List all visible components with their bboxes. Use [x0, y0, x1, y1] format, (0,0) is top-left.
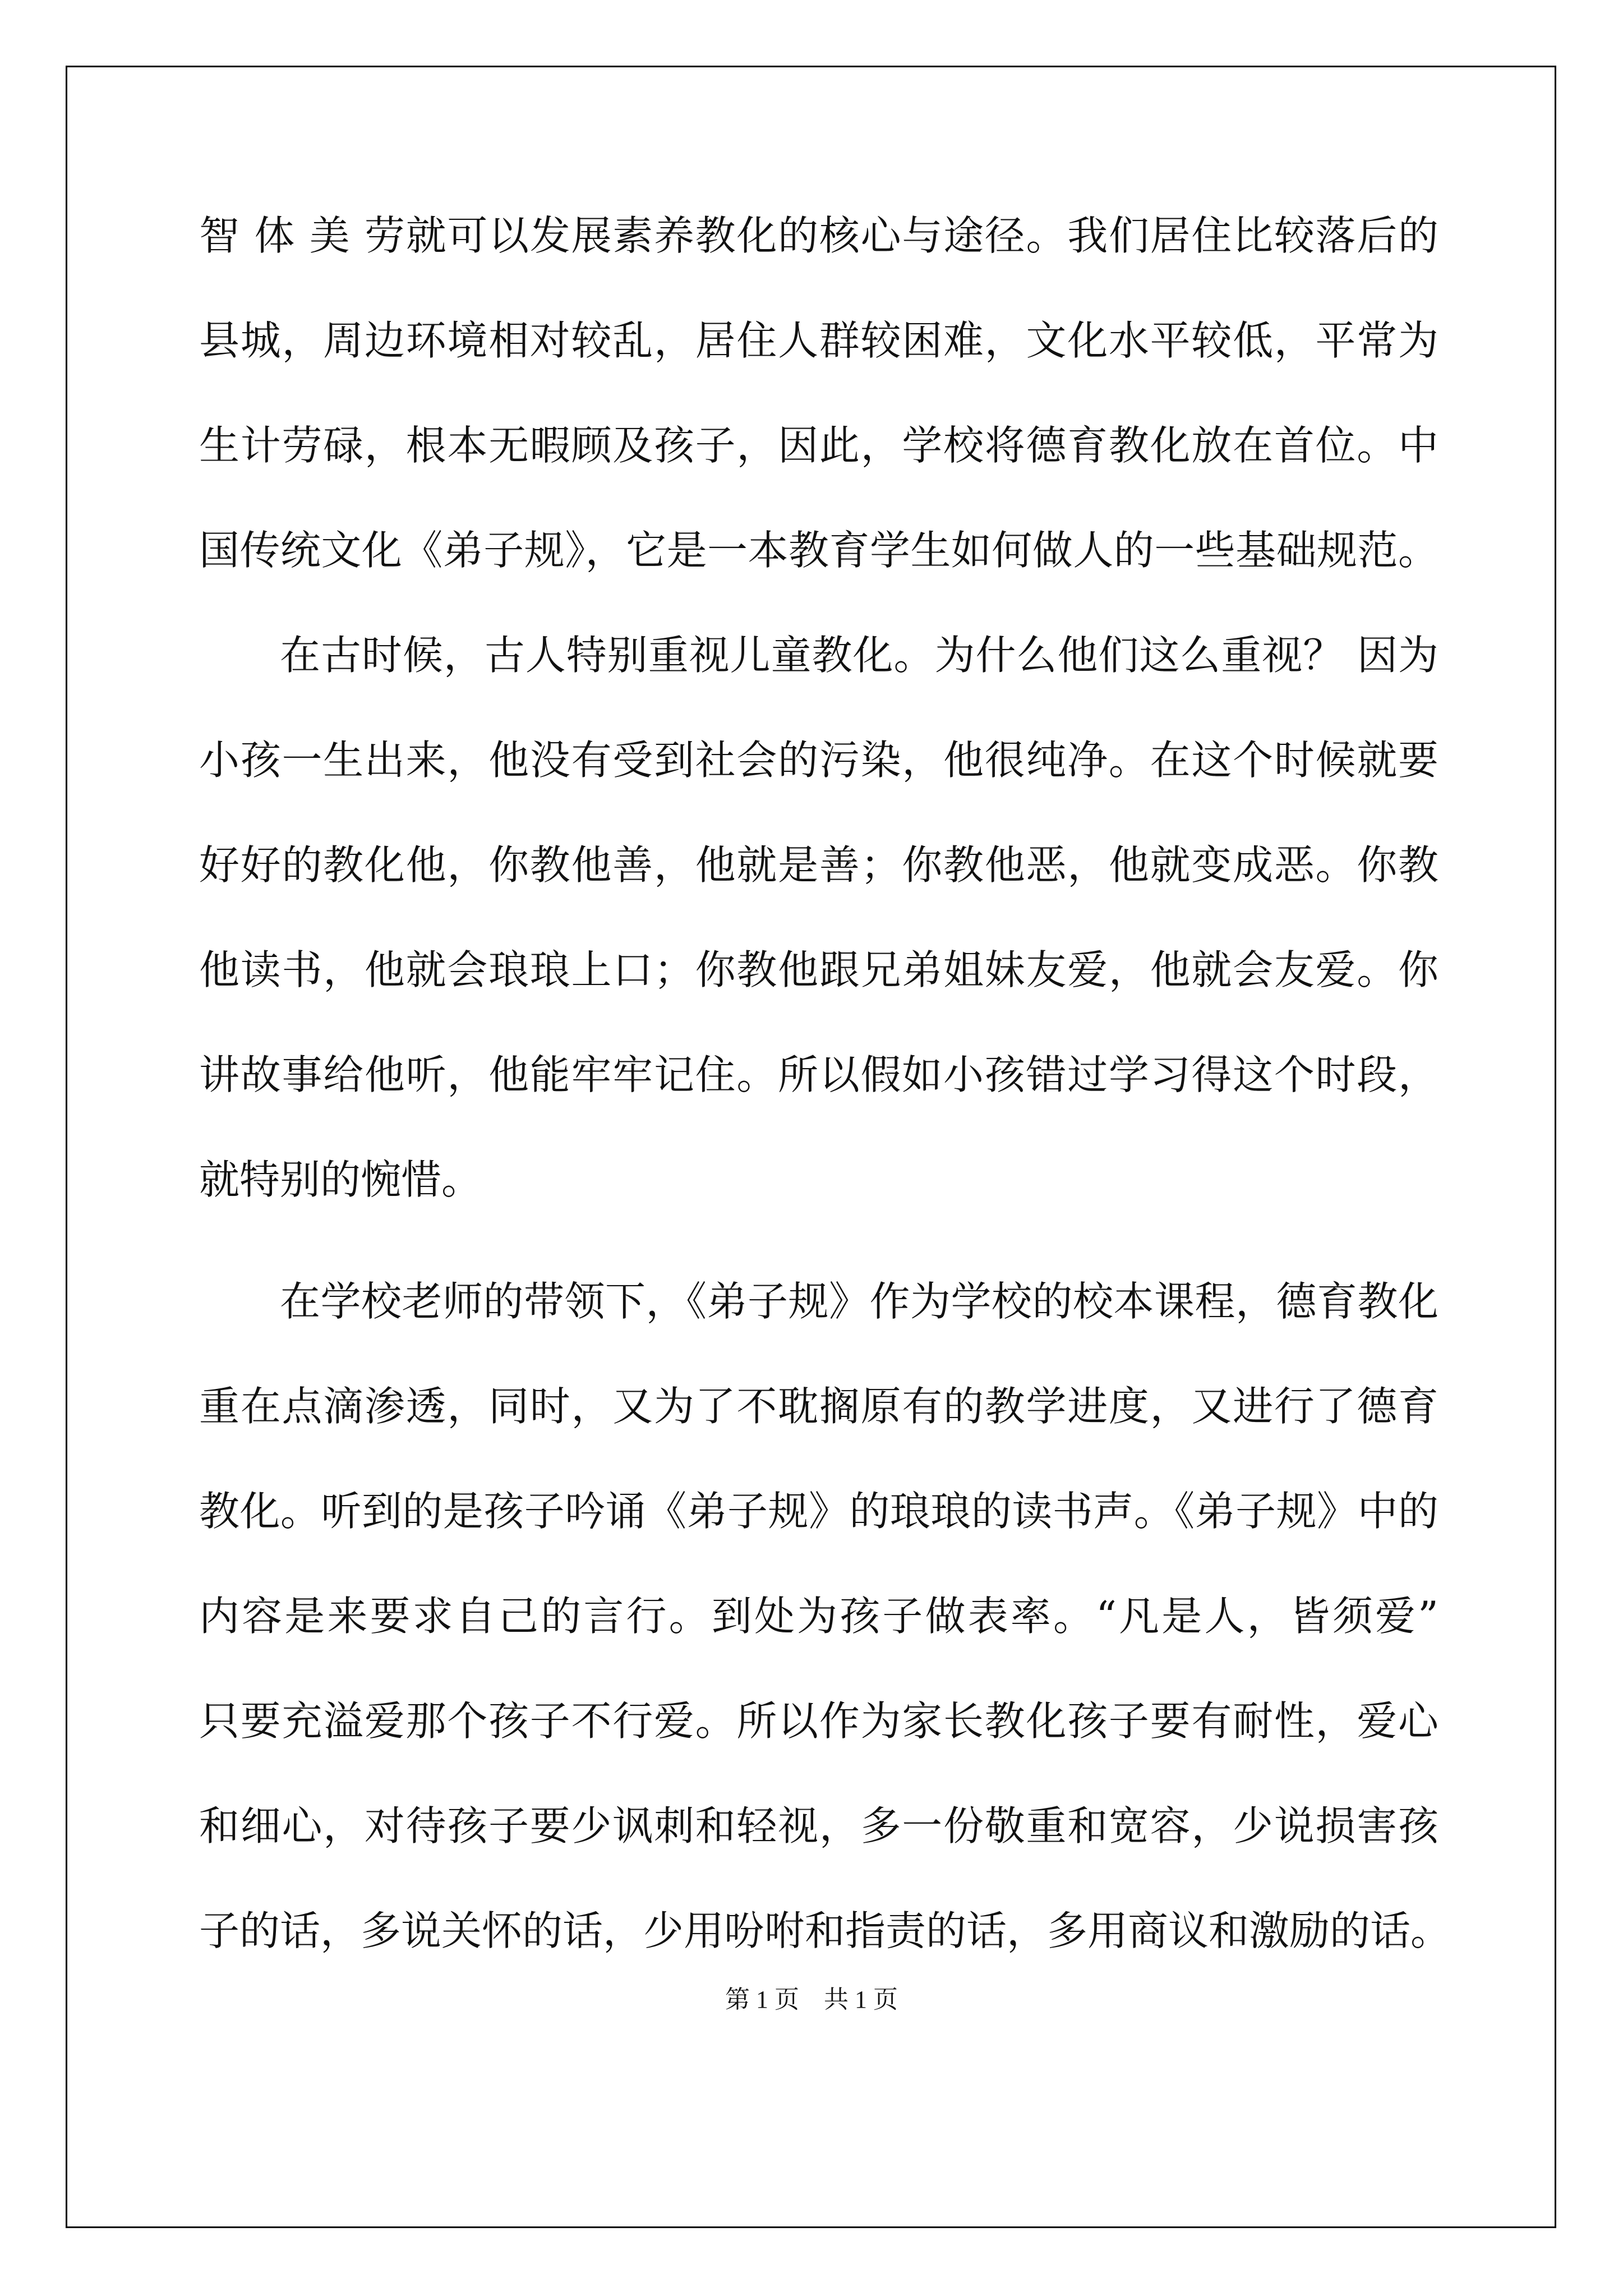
paragraph-2-line-5: 讲故事给他听，他能牢牢记住。所以假如小孩错过学习得这个时段，	[199, 1051, 1438, 1098]
paragraph-1-line-1: 智 体 美 劳就可以发展素养教化的核心与途径。我们居住比较落后的	[199, 212, 1438, 259]
paragraph-1-line-4: 国传统文化《弟子规》，它是一本教育学生如何做人的一些基础规范。	[199, 527, 1438, 574]
paragraph-2-line-2: 小孩一生出来，他没有受到社会的污染，他很纯净。在这个时候就要	[199, 737, 1438, 784]
paragraph-3-line-2: 重在点滴渗透，同时，又为了不耽搁原有的教学进度，又进行了德育	[199, 1383, 1438, 1430]
paragraph-1-line-2: 县城，周边环境相对较乱，居住人群较困难，文化水平较低，平常为	[199, 317, 1438, 364]
paragraph-3-line-7: 子的话，多说关怀的话，少用吩咐和指责的话，多用商议和激励的话。	[199, 1907, 1451, 1954]
paragraph-3-line-1: 在学校老师的带领下，《弟子规》作为学校的校本课程，德育教化	[280, 1278, 1438, 1325]
paragraph-2-line-3: 好好的教化他，你教他善，他就是善；你教他恶，他就变成恶。你教	[199, 841, 1438, 889]
paragraph-2-line-1: 在古时候，古人特别重视儿童教化。为什么他们这么重视？ 因为	[280, 632, 1438, 679]
paragraph-3-line-4: 内容是来要求自己的言行。到处为孩子做表率。“凡是人，皆须爱”	[199, 1593, 1438, 1640]
paragraph-3-line-3: 教化。听到的是孩子吟诵《弟子规》的琅琅的读书声。《弟子规》中的	[199, 1488, 1438, 1535]
paragraph-2-line-4: 他读书，他就会琅琅上口；你教他跟兄弟姐妹友爱，他就会友爱。你	[199, 946, 1438, 993]
paragraph-2-line-6: 就特别的惋惜。	[199, 1156, 482, 1203]
paragraph-3-line-6: 和细心，对待孩子要少讽刺和轻视，多一份敬重和宽容，少说损害孩	[199, 1802, 1438, 1849]
page-number-footer: 第 1 页 共 1 页	[725, 1986, 898, 2013]
paragraph-3-line-5: 只要充溢爱那个孩子不行爱。所以作为家长教化孩子要有耐性，爱心	[199, 1697, 1438, 1745]
paragraph-1-line-3: 生计劳碌，根本无暇顾及孩子，因此，学校将德育教化放在首位。中	[199, 422, 1438, 469]
